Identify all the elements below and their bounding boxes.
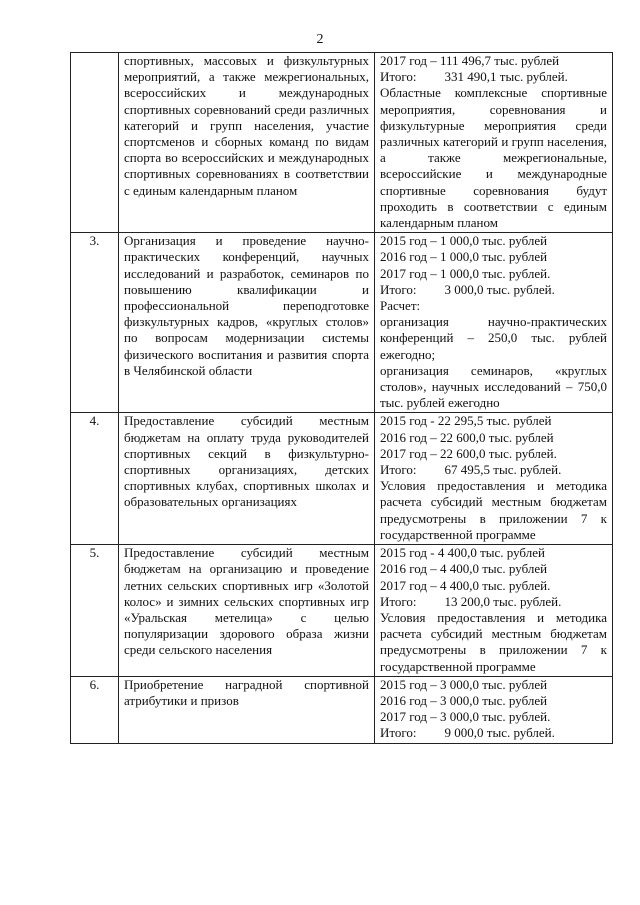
funding-note: Расчет: [380,298,421,314]
total-label: Итого: [380,462,417,478]
funding-total [380,462,607,478]
total-value: 13 200,0 тыс. рублей. [444,593,562,609]
total-label: Итого: [380,281,417,297]
funding-year-line: 2017 год – 3 000,0 тыс. рублей. [380,709,551,725]
funding-note: Условия предоставления и методика расчета субсидий местным бюджетам предусмотрены в приложении 7 к государственной программе [380,609,607,674]
activity-description: Предоставление субсидий местным бюджетам на организацию и проведение летних сельских спортивных игр «Золотой колос» и зимних сельских спортивных игр «Уральская метелица» с целью популяризации здорового образа жизни среди сельского населения [119,545,375,677]
total-label: Итого: [380,725,417,741]
activity-description: Приобретение наградной спортивной атрибутики и призов [119,676,375,743]
funding-cell [375,233,613,413]
funding-total [380,69,607,85]
funding-cell [375,676,613,743]
activity-description: Предоставление субсидий местным бюджетам на оплату труда руководителей спортивных секций в физкультурно-спортивных организациях, детских спортивных клубах, спортивных школах и образовательных организациях [119,413,375,545]
table-row [71,676,613,743]
funding-cell [375,545,613,677]
funding-year-line: 2015 год - 4 400,0 тыс. рублей [380,545,545,561]
funding-year-line: 2016 год – 3 000,0 тыс. рублей [380,692,548,708]
funding-note: организация научно-практических конференций – 250,0 тыс. рублей ежегодно; [380,314,607,362]
funding-year-line: 2017 год – 1 000,0 тыс. рублей. [380,265,551,281]
table-row [71,413,613,545]
funding-year-line: 2017 год – 111 496,7 тыс. рублей [380,53,560,68]
row-number [71,53,119,233]
funding-cell [375,413,613,545]
row-number: 4. [71,413,119,545]
funding-total [380,725,607,741]
total-label: Итого: [380,69,417,85]
table-row [71,53,613,233]
table-body [71,53,613,744]
funding-total [380,594,607,610]
funding-year-line: 2015 год – 3 000,0 тыс. рублей [380,676,548,692]
total-value: 9 000,0 тыс. рублей. [444,725,555,741]
total-value: 67 495,5 тыс. рублей. [444,462,562,478]
funding-year-line: 2015 год - 22 295,5 тыс. рублей [380,413,552,429]
funding-note: Областные комплексные спортивные мероприятия, соревнования и физкультурные мероприятия среди различных категорий и групп населения, а также межрегиональные, всероссийские и международные спортивные соревнования будут проходить в соответствии с единым календарным планом [380,85,607,231]
funding-note: организация семинаров, «круглых столов», научных исследований – 750,0 тыс. рублей ежегодно [380,362,607,411]
funding-total [380,282,607,298]
table-row [71,545,613,677]
table-row [71,233,613,413]
funding-year-line: 2017 год – 22 600,0 тыс. рублей. [380,445,557,461]
activity-description: Организация и проведение научно-практических конференций, научных исследований и разработок, семинаров по повышению квалификации и профессиональной переподготовке физкультурных кадров, «круглых столов» по вопросам модернизации системы физического воспитания и развития спорта в Челябинской области [119,233,375,413]
funding-cell [375,53,613,233]
row-number: 3. [71,233,119,413]
funding-year-line: 2016 год – 1 000,0 тыс. рублей [380,249,548,265]
funding-note: Условия предоставления и методика расчета субсидий местным бюджетам предусмотрены в приложении 7 к государственной программе [380,478,607,542]
row-number: 5. [71,545,119,677]
funding-year-line: 2017 год – 4 400,0 тыс. рублей. [380,577,551,593]
total-value: 3 000,0 тыс. рублей. [444,281,555,297]
program-table [70,52,613,744]
funding-year-line: 2015 год – 1 000,0 тыс. рублей [380,233,548,249]
activity-description: спортивных, массовых и физкультурных мероприятий, а также межрегиональных, всероссийских и международных спортивных соревнований среди различных категорий и групп населения, участие спортсменов и сборных команд по видам спорта во всероссийских и международных спортивных соревнованиях в соответствии с единым календарным планом [119,53,375,233]
funding-year-line: 2016 год – 22 600,0 тыс. рублей [380,429,554,445]
total-label: Итого: [380,593,417,609]
page-number: 2 [316,32,324,47]
total-value: 331 490,1 тыс. рублей. [444,69,568,85]
row-number: 6. [71,676,119,743]
funding-year-line: 2016 год – 4 400,0 тыс. рублей [380,561,548,577]
